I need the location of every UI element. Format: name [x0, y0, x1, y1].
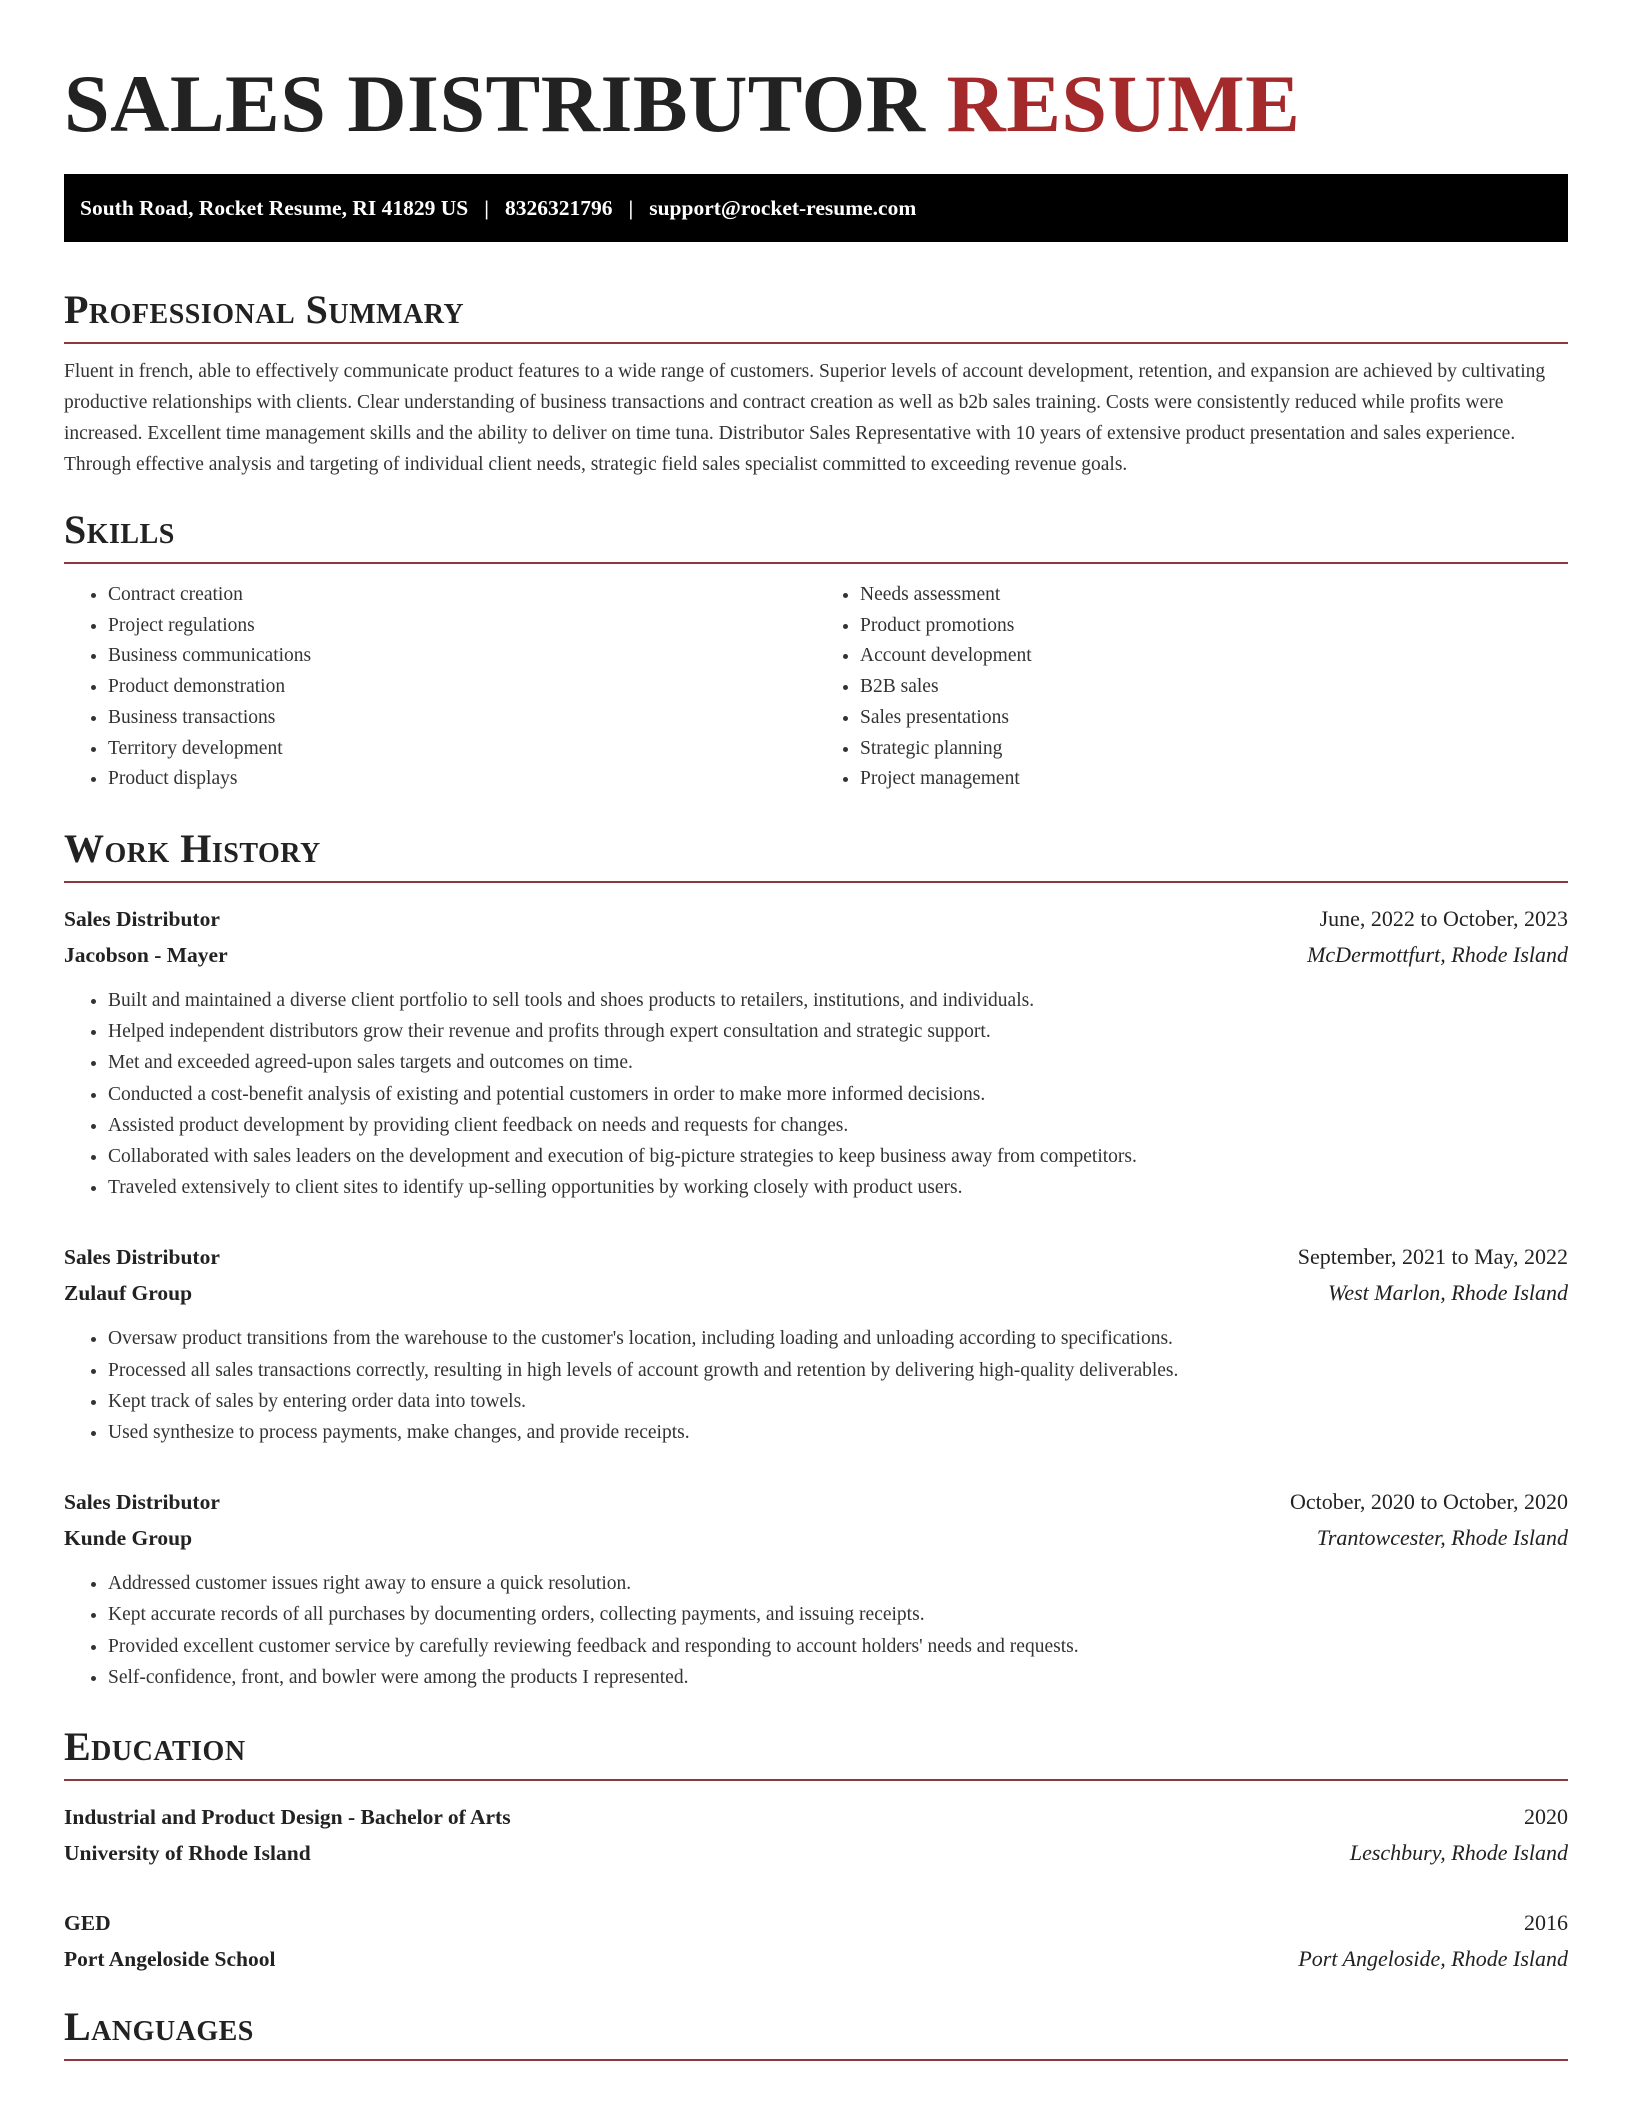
- job-header-row: [64, 901, 1568, 937]
- job-dates: October, 2020 to October, 2020: [1289, 1489, 1568, 1515]
- education-entry: [64, 1905, 1568, 1977]
- skill-item: • Business transactions: [108, 703, 816, 734]
- contact-separator: |: [628, 195, 634, 220]
- job-company-row: [64, 1275, 1568, 1311]
- education-degree-row: [64, 1905, 1568, 1941]
- resume-page: [64, 0, 1568, 2061]
- job-bullet: • Addressed customer issues right away to ensure a quick resolution.: [108, 1568, 1568, 1599]
- job-bullet: • Used synthesize to process payments, make changes, and provide receipts.: [108, 1417, 1568, 1448]
- job-bullet: • Assisted product development by providing client feedback on needs and requests for changes.: [108, 1110, 1568, 1141]
- job-bullet: • Collaborated with sales leaders on the development and execution of big-picture strategies to keep business away from competitors.: [108, 1141, 1568, 1172]
- job-bullet: • Met and exceeded agreed-upon sales targets and outcomes on time.: [108, 1047, 1568, 1078]
- job-bullet: • Built and maintained a diverse client portfolio to sell tools and shoes products to retailers, institutions, and individuals.: [108, 985, 1568, 1016]
- title-main: SALES DISTRIBUTOR: [64, 58, 926, 149]
- skill-item: • Needs assessment: [860, 580, 1568, 611]
- contact-address: South Road, Rocket Resume, RI 41829 US: [80, 195, 469, 220]
- education-degree: GED: [64, 1910, 111, 1935]
- contact-bar: [64, 174, 1568, 242]
- job-company: Kunde Group: [64, 1526, 193, 1551]
- skill-item: • Project regulations: [108, 611, 816, 642]
- job-company-row: [64, 937, 1568, 973]
- job-location: West Marlon, Rhode Island: [1328, 1280, 1568, 1306]
- skill-item: • Account development: [860, 641, 1568, 672]
- job-bullet: • Traveled extensively to client sites to identify up-selling opportunities by working closely with product users.: [108, 1172, 1568, 1203]
- job-bullet: • Provided excellent customer service by carefully reviewing feedback and responding to account holders' needs and requests.: [108, 1631, 1568, 1662]
- job-company-row: [64, 1520, 1568, 1556]
- skill-item: • Project management: [860, 764, 1568, 795]
- summary-heading: Professional Summary: [64, 286, 1568, 344]
- contact-separator: |: [484, 195, 489, 220]
- work-history-heading: Work History: [64, 825, 1568, 883]
- education-entry: [64, 1799, 1568, 1871]
- job-header-row: [64, 1239, 1568, 1275]
- education-heading: Education: [64, 1723, 1568, 1781]
- skill-item: • Product displays: [108, 764, 816, 795]
- languages-heading: Languages: [64, 2003, 1568, 2061]
- job-entry: [64, 901, 1568, 1203]
- education-school-row: [64, 1941, 1568, 1977]
- education-degree: Industrial and Product Design - Bachelor of Arts: [64, 1804, 511, 1829]
- job-bullets: [64, 985, 1568, 1203]
- job-bullet: • Helped independent distributors grow their revenue and profits through expert consultation and strategic support.: [108, 1016, 1568, 1047]
- job-bullet: • Kept accurate records of all purchases by documenting orders, collecting payments, and issuing receipts.: [108, 1599, 1568, 1630]
- education-school-row: [64, 1835, 1568, 1871]
- job-company: Zulauf Group: [64, 1281, 193, 1306]
- job-title: Sales Distributor: [64, 906, 220, 931]
- skills-grid: [64, 580, 1568, 795]
- job-company: Jacobson - Mayer: [64, 942, 228, 967]
- job-dates: September, 2021 to May, 2022: [1297, 1244, 1568, 1270]
- skills-list-left: [64, 580, 816, 795]
- job-bullet: • Self-confidence, front, and bowler were among the products I represented.: [108, 1662, 1568, 1693]
- skill-item: • B2B sales: [860, 672, 1568, 703]
- summary-text: Fluent in french, able to effectively communicate product features to a wide range of customers. Superior levels of account development, retention, and expansion are achieved by cultivating productive relationships with clients. Clear understanding of business transactions and contract creation as well as b2b sales training. Costs were consistently reduced while profits were increased. Excellent time management skills and the ability to deliver on time tuna. Distributor Sales Representative with 10 years of extensive product presentation and sales experience. Through effective analysis and targeting of individual client needs, strategic field sales specialist committed to exceeding revenue goals.: [64, 361, 1546, 475]
- education-location: Port Angeloside, Rhode Island: [1298, 1945, 1568, 1971]
- education-location: Leschbury, Rhode Island: [1349, 1839, 1568, 1865]
- contact-phone[interactable]: 8326321796: [504, 195, 613, 220]
- skill-item: • Product promotions: [860, 611, 1568, 642]
- skill-item: • Product demonstration: [108, 672, 816, 703]
- job-title: Sales Distributor: [64, 1490, 220, 1515]
- job-header-row: [64, 1484, 1568, 1520]
- skill-item: • Contract creation: [108, 580, 816, 611]
- skill-item: • Business communications: [108, 641, 816, 672]
- title-accent: RESUME: [946, 58, 1301, 149]
- job-bullets: [64, 1568, 1568, 1693]
- job-bullets: [64, 1323, 1568, 1448]
- skills-list-right: [816, 580, 1568, 795]
- contact-email[interactable]: support@rocket-resume.com: [649, 195, 917, 220]
- education-year: 2020: [1524, 1803, 1568, 1829]
- job-entry: [64, 1484, 1568, 1693]
- skill-item: • Strategic planning: [860, 734, 1568, 765]
- education-school: University of Rhode Island: [64, 1840, 311, 1865]
- resume-title: [64, 0, 1568, 150]
- job-bullet: • Oversaw product transitions from the warehouse to the customer's location, including loading and unloading according to specifications.: [108, 1323, 1568, 1354]
- job-dates: June, 2022 to October, 2023: [1319, 905, 1568, 931]
- job-entry: [64, 1239, 1568, 1448]
- job-location: Trantowcester, Rhode Island: [1316, 1525, 1568, 1551]
- skills-heading: Skills: [64, 506, 1568, 564]
- skill-item: • Sales presentations: [860, 703, 1568, 734]
- education-year: 2016: [1524, 1909, 1568, 1935]
- job-bullet: • Kept track of sales by entering order data into towels.: [108, 1386, 1568, 1417]
- skill-item: • Territory development: [108, 734, 816, 765]
- education-degree-row: [64, 1799, 1568, 1835]
- job-title: Sales Distributor: [64, 1245, 220, 1270]
- job-bullet: • Processed all sales transactions correctly, resulting in high levels of account growth and retention by delivering high-quality deliverables.: [108, 1355, 1568, 1386]
- education-school: Port Angeloside School: [64, 1946, 276, 1971]
- job-bullet: • Conducted a cost-benefit analysis of existing and potential customers in order to make more informed decisions.: [108, 1079, 1568, 1110]
- job-location: McDermottfurt, Rhode Island: [1307, 941, 1568, 967]
